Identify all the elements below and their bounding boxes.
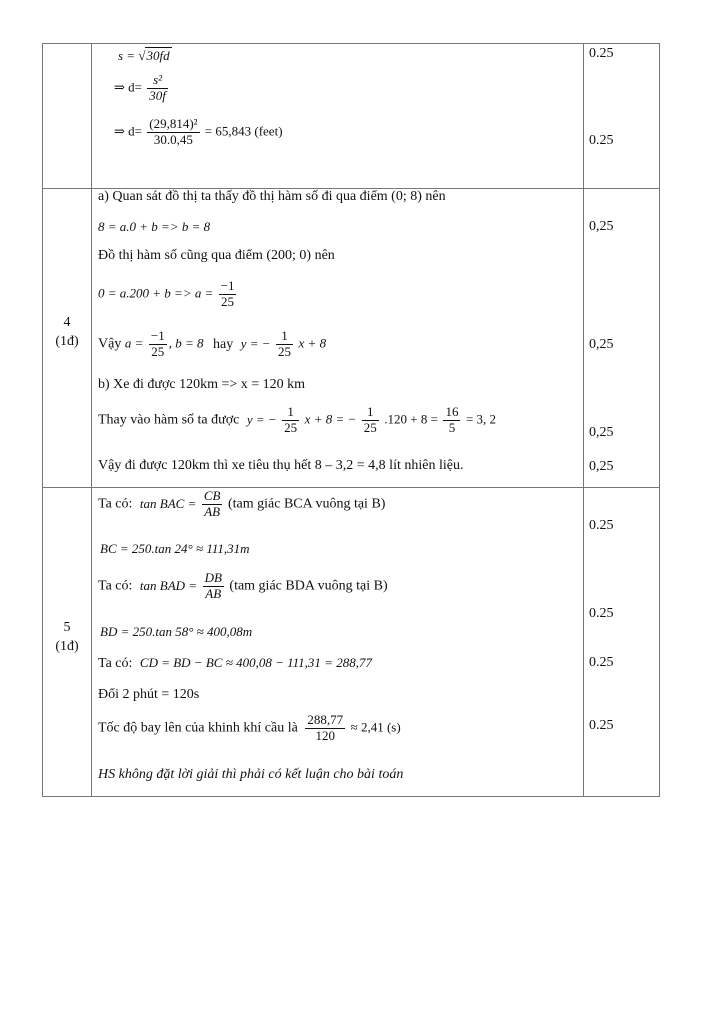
table-border-left [42,43,43,797]
substitution-result: = 3, 2 [465,411,497,427]
score-q5-1: 0.25 [589,518,614,533]
q5-cd-line [98,655,372,672]
question-points: (1đ) [55,639,79,654]
cd-equation: CD = BD − BC ≈ 400,08 − 111,31 = 288,77 [139,655,372,670]
speed-result: ≈ 2,41 (s) [350,719,401,735]
fraction-numerator: 288,77 [307,712,344,727]
score-q5-2: 0.25 [589,606,614,621]
fraction-denominator: 5 [448,419,456,435]
fraction-numerator: (29,814)² [149,116,198,131]
fraction-denominator: 30.0,45 [153,131,193,147]
score-q4-4: 0,25 [589,459,614,474]
formula-d-value [114,117,283,148]
score-q4-3: 0,25 [589,425,614,440]
fraction-numerator: 1 [276,329,293,345]
question-number: 5 [63,620,71,635]
q4-part-b-text: b) Xe đi được 120km => x = 120 km [98,377,306,392]
score-q4-1: 0,25 [589,219,614,234]
row-divider-q5 [42,487,660,488]
triangle-note: (tam giác BDA vuông tại B) [229,578,388,594]
fraction-d-value [147,117,199,148]
q4-substitution [98,405,496,436]
formula-speed: s = √30fd [118,48,170,63]
tan-expression: tan BAD = [139,577,198,593]
fraction-denominator: 25 [363,419,377,435]
q4-final-answer: Vậy đi được 120km thì xe tiêu thụ hết 8 – 3,2 = 4,8 lít nhiên liệu. [98,458,464,473]
column-divider-score [583,43,584,797]
fraction-numerator: 16 [445,404,459,419]
score-q4-2: 0,25 [589,337,614,352]
fraction-numerator: CB [203,488,221,503]
fraction-numerator: s² [147,73,168,89]
question-number: 4 [63,315,71,330]
table-border-bottom [42,796,660,797]
q4-equation-b: 8 = a.0 + b => b = 8 [98,219,211,234]
line-prefix: Ta có: [98,578,133,594]
conclusion-prefix: Vậy [98,336,122,352]
implies-label: ⇒ d= [114,123,142,139]
q5-speed-line [98,713,401,744]
q4-text-second-point: Đồ thị hàm số cũng qua điểm (200; 0) nên [98,248,335,263]
fraction-denominator: AB [204,503,221,519]
substitution-middle-2: .120 + 8 = [384,411,438,427]
q4-equation-a [98,279,238,310]
triangle-note: (tam giác BCA vuông tại B) [227,496,386,512]
line-prefix: Tốc độ bay lên của khinh khí cầu là [98,720,298,736]
implies-label: ⇒ d= [114,79,142,95]
question-5-label [43,618,91,656]
fraction-denominator: 120 [315,727,335,743]
fraction-sub-3 [443,405,460,436]
question-4-label [43,313,91,351]
fraction-speed [305,713,345,744]
fraction-sub-2 [362,405,379,436]
grading-table [42,43,660,797]
q5-grading-note: HS không đặt lời giải thì phải có kết luận cho bài toán [98,767,404,782]
fraction-numerator: −1 [150,328,165,343]
fraction-a [219,279,237,310]
q5-tan-bac [98,489,385,520]
table-border-right [659,43,660,797]
q5-bc-value: BC = 250.tan 24° ≈ 111,31m [100,541,250,556]
fraction-s2-30f [147,73,168,104]
fraction-denominator: 25 [151,343,165,359]
score-q5-4: 0.25 [589,718,614,733]
fraction-denominator: 30f [149,87,166,103]
fraction-db-ab [203,571,224,602]
substitution-middle: x + 8 = − [304,411,357,427]
fraction-numerator: 1 [362,405,379,421]
fraction-numerator: 1 [282,405,299,421]
fraction-denominator: 25 [278,343,292,359]
fraction-numerator: −1 [220,278,235,293]
score-q3-1: 0.25 [589,46,614,61]
conclusion-b: , b = 8 [168,335,204,351]
q5-time-conversion: Đổi 2 phút = 120s [98,687,200,702]
substitution-y: y = − [246,411,277,427]
conclusion-a: a = [124,335,144,351]
fraction-sub-1 [282,405,299,436]
q5-bd-value: BD = 250.tan 58° ≈ 400,08m [100,624,253,639]
score-q5-3: 0.25 [589,655,614,670]
fraction-numerator: DB [204,570,222,585]
q5-tan-bad [98,571,388,602]
fraction-denominator: 25 [284,419,298,435]
q4-part-a-text: a) Quan sát đồ thị ta thấy đồ thị hàm số đi qua điểm (0; 8) nên [98,189,446,204]
fraction-denominator: 25 [221,293,235,309]
substitution-prefix: Thay vào hàm số ta được [98,412,240,428]
equation-prefix: 0 = a.200 + b => a = [98,285,214,301]
line-prefix: Ta có: [98,656,133,671]
fraction-conclusion-a [149,329,167,360]
fraction-conclusion-y [276,329,293,360]
formula-d [114,73,170,104]
tan-expression: tan BAC = [139,495,197,511]
question-points: (1đ) [55,334,79,349]
conclusion-y-tail: x + 8 [298,335,327,351]
column-divider-number [91,43,92,797]
d-result: = 65,843 (feet) [204,123,283,139]
formula-root: 30fd [146,48,170,63]
fraction-cb-ab [202,489,223,520]
conclusion-or: hay [212,336,234,352]
fraction-denominator: AB [205,585,222,601]
conclusion-y: y = − [240,335,271,351]
q4-conclusion-a [98,329,326,360]
line-prefix: Ta có: [98,496,133,512]
table-border-top [42,43,660,44]
score-q3-2: 0.25 [589,133,614,148]
